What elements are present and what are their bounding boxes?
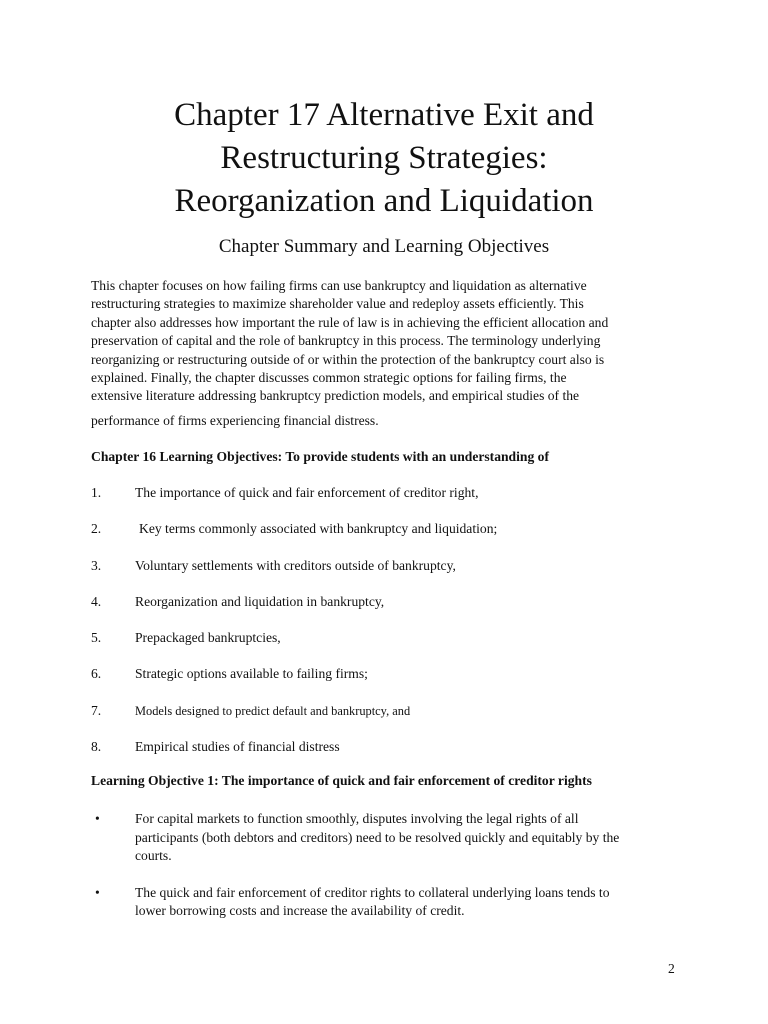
intro-paragraph <box>91 277 691 430</box>
page-number: 2 <box>668 961 675 976</box>
intro-line: reorganizing or restructuring outside of or within the protection of the bankruptcy court also is <box>91 351 605 367</box>
objective-number: 5. <box>91 630 102 646</box>
bullet-text <box>135 810 691 866</box>
learning-objective-1-heading: Learning Objective 1: The importance of quick and fair enforcement of creditor rights <box>91 773 592 788</box>
objective-item <box>91 702 691 738</box>
objective-text: Prepackaged bankruptcies, <box>135 630 281 646</box>
objective-item <box>91 738 691 774</box>
intro-line: extensive literature addressing bankruptcy prediction models, and empirical studies of the <box>91 388 580 404</box>
intro-line: chapter also addresses how important the rule of law is in achieving the efficient allocation and <box>91 314 609 330</box>
objective-number: 2. <box>91 521 102 537</box>
objective-item <box>91 520 691 556</box>
chapter-title-line: Reorganization and Liquidation <box>174 183 594 219</box>
intro-line: restructuring strategies to maximize shareholder value and redeploy assets efficiently. This <box>91 296 584 312</box>
bullet-line: The quick and fair enforcement of creditor rights to collateral underlying loans tends to <box>135 884 610 900</box>
chapter-title <box>60 94 708 223</box>
objective-number: 8. <box>91 739 102 755</box>
objectives-list <box>91 484 691 774</box>
objective-text: Key terms commonly associated with bankruptcy and liquidation; <box>139 521 498 537</box>
objective-item <box>91 665 691 701</box>
objective-number: 3. <box>91 557 102 573</box>
intro-line: preservation of capital and the role of bankruptcy in this process. The terminology underlying <box>91 333 601 349</box>
chapter-title-line: Chapter 17 Alternative Exit and <box>174 97 594 133</box>
objectives-heading: Chapter 16 Learning Objectives: To provide students with an understanding of <box>91 449 549 464</box>
bullet-icon: • <box>95 884 100 900</box>
objective-text: Models designed to predict default and bankruptcy, and <box>135 703 411 718</box>
objective-text: The importance of quick and fair enforcement of creditor right, <box>135 485 479 500</box>
objective-text: Voluntary settlements with creditors outside of bankruptcy, <box>135 557 456 573</box>
objective-item <box>91 593 691 629</box>
bullet-item <box>91 810 691 866</box>
bullet-line: participants (both debtors and creditors) need to be resolved quickly and equitably by the <box>135 829 620 845</box>
objective-text: Empirical studies of financial distress <box>135 739 340 755</box>
objective-number: 1. <box>91 485 102 500</box>
bullet-line: lower borrowing costs and increase the availability of credit. <box>135 903 465 918</box>
objective-text: Strategic options available to failing firms; <box>135 666 368 682</box>
objective-item <box>91 557 691 593</box>
objective-item <box>91 484 691 520</box>
bullet-line: For capital markets to function smoothly, disputes involving the legal rights of all <box>135 811 579 826</box>
bullet-text <box>135 884 691 921</box>
bullet-icon: • <box>95 811 100 826</box>
chapter-title-line: Restructuring Strategies: <box>220 140 548 176</box>
intro-line: performance of firms experiencing financial distress. <box>91 412 379 428</box>
chapter-subtitle: Chapter Summary and Learning Objectives <box>218 236 550 257</box>
learning-objective-1-bullets <box>91 810 691 939</box>
bullet-item <box>91 884 691 921</box>
intro-line: explained. Finally, the chapter discusses common strategic options for failing firms, the <box>91 370 567 386</box>
bullet-line: courts. <box>135 848 172 863</box>
objective-text: Reorganization and liquidation in bankruptcy, <box>135 593 385 609</box>
intro-line: This chapter focuses on how failing firms can use bankruptcy and liquidation as alternative <box>91 278 587 293</box>
objective-number: 4. <box>91 593 102 609</box>
objective-item <box>91 629 691 665</box>
objective-number: 6. <box>91 666 102 682</box>
objective-number: 7. <box>91 702 102 718</box>
